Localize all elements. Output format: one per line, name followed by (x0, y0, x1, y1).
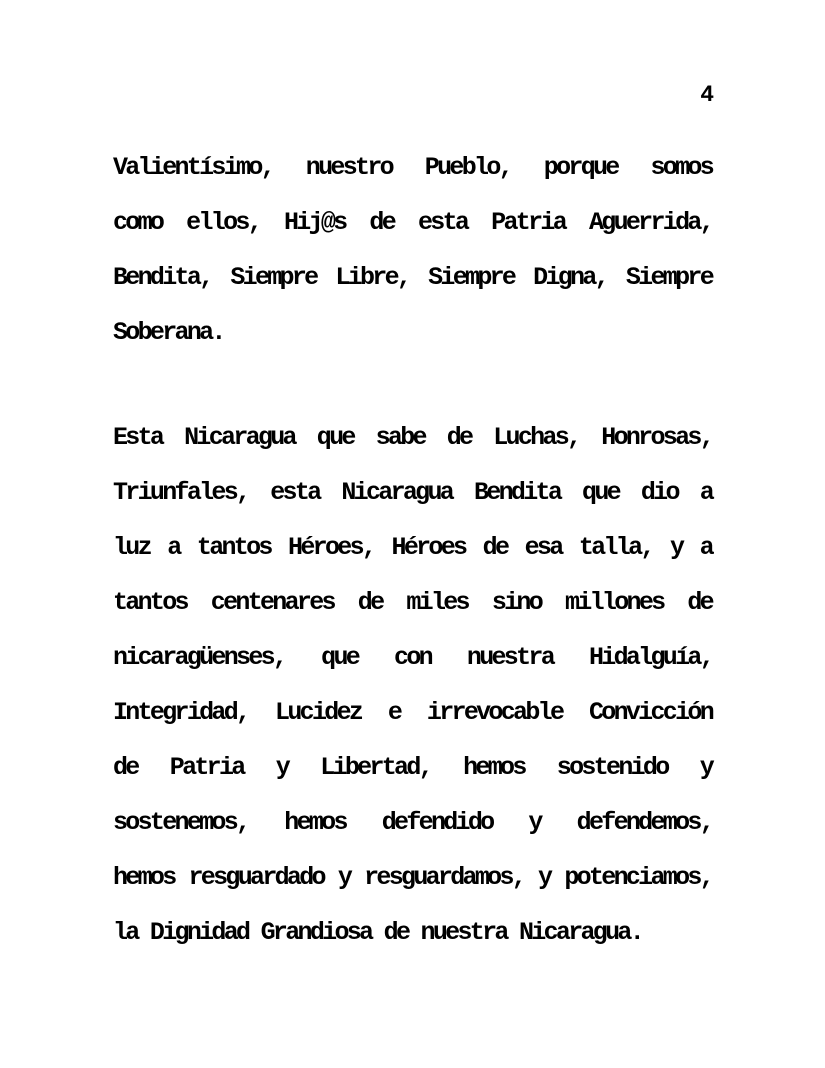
text-line: luz a tantos Héroes, Héroes de esa talla, y a (113, 533, 712, 562)
text-line: Valientísimo, nuestro Pueblo, porque somos (113, 153, 712, 182)
paragraph (113, 140, 712, 360)
text-line: sostenemos, hemos defendido y defendemos, (113, 808, 712, 837)
text-block (113, 140, 712, 960)
paragraph (113, 410, 712, 960)
text-line: Soberana. (113, 318, 224, 347)
text-line: nicaragüenses, que con nuestra Hidalguía, (113, 643, 712, 672)
page-number: 4 (700, 82, 713, 108)
text-line: la Dignidad Grandiosa de nuestra Nicaragua. (113, 918, 643, 947)
text-line: tantos centenares de miles sino millones de (113, 588, 712, 617)
text-line: como ellos, Hij@s de esta Patria Aguerrida, (113, 208, 712, 237)
text-line: hemos resguardado y resguardamos, y potenciamos, (113, 863, 712, 892)
text-line: Esta Nicaragua que sabe de Luchas, Honrosas, (113, 423, 712, 452)
text-line: Bendita, Siempre Libre, Siempre Digna, Siempre (113, 263, 712, 292)
text-line: de Patria y Libertad, hemos sostenido y (113, 753, 712, 782)
text-line: Integridad, Lucidez e irrevocable Convicción (113, 698, 712, 727)
text-line: Triunfales, esta Nicaragua Bendita que dio a (113, 478, 712, 507)
